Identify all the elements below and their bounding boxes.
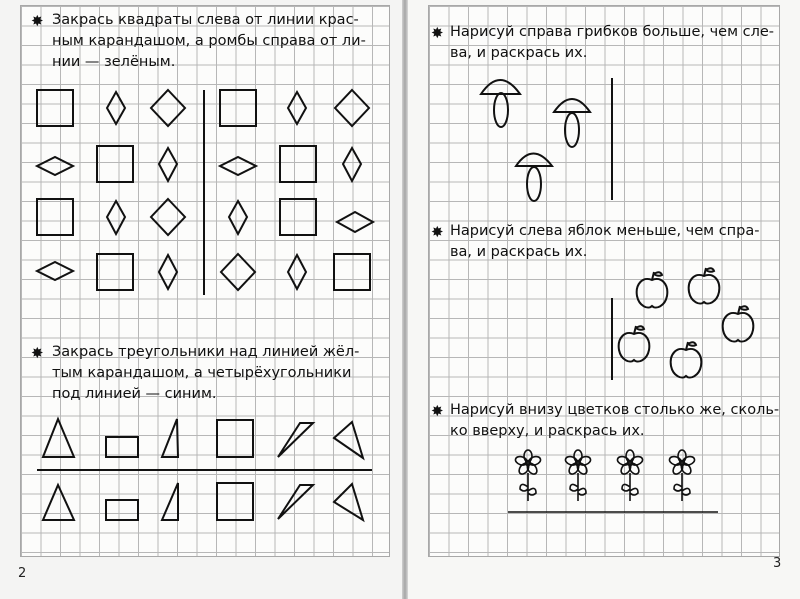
star-bullet-icon: ✸ — [431, 223, 444, 241]
quadrilateral-shape — [334, 484, 363, 520]
page-number: 3 — [773, 556, 782, 571]
flower-icon — [514, 450, 541, 501]
task-text-line: нии — зелёным. — [52, 54, 176, 70]
flower-icon — [564, 450, 591, 501]
task-text-line: Нарисуй внизу цветков столько же, сколь- — [450, 402, 780, 418]
star-bullet-icon: ✸ — [31, 12, 44, 30]
task-text-line: Закрась треугольники над линией жёл- — [52, 344, 360, 360]
task-text-line: ко вверху, и раскрась их. — [450, 423, 645, 439]
rectangle-shape — [106, 437, 138, 457]
task-text-line: под линией — синим. — [52, 386, 217, 402]
quadrilateral-shape — [334, 422, 363, 458]
task-text-line: Нарисуй слева яблок меньше, чем спра- — [450, 223, 760, 239]
triangle-shape — [43, 419, 74, 457]
rectangle-shape — [106, 500, 138, 520]
task-text-line: Нарисуй справа грибков больше, чем сле- — [450, 24, 775, 40]
task-text-line: ва, и раскрась их. — [450, 45, 588, 61]
flower-icon — [668, 450, 695, 501]
task-text-line: Закрась квадраты слева от линии крас- — [52, 12, 359, 28]
page-number: 2 — [18, 566, 27, 581]
right-page — [408, 0, 800, 599]
task-text-line: ва, и раскрась их. — [450, 244, 588, 260]
triangle-shape — [278, 485, 313, 519]
star-bullet-icon: ✸ — [31, 344, 44, 362]
star-bullet-icon: ✸ — [431, 402, 444, 420]
square-shape — [217, 420, 253, 457]
flower-icon — [616, 450, 643, 501]
triangle-shape — [162, 483, 178, 520]
task-text-line: ным карандашом, а ромбы справа от ли- — [52, 33, 366, 49]
triangle-shape — [162, 419, 178, 457]
triangle-shape — [43, 485, 74, 520]
task-text-line: тым карандашом, а четырёхугольники — [52, 365, 352, 381]
flowers-figure — [408, 0, 800, 599]
square-shape — [217, 483, 253, 520]
triangle-shape — [278, 423, 313, 457]
star-bullet-icon: ✸ — [431, 24, 444, 42]
